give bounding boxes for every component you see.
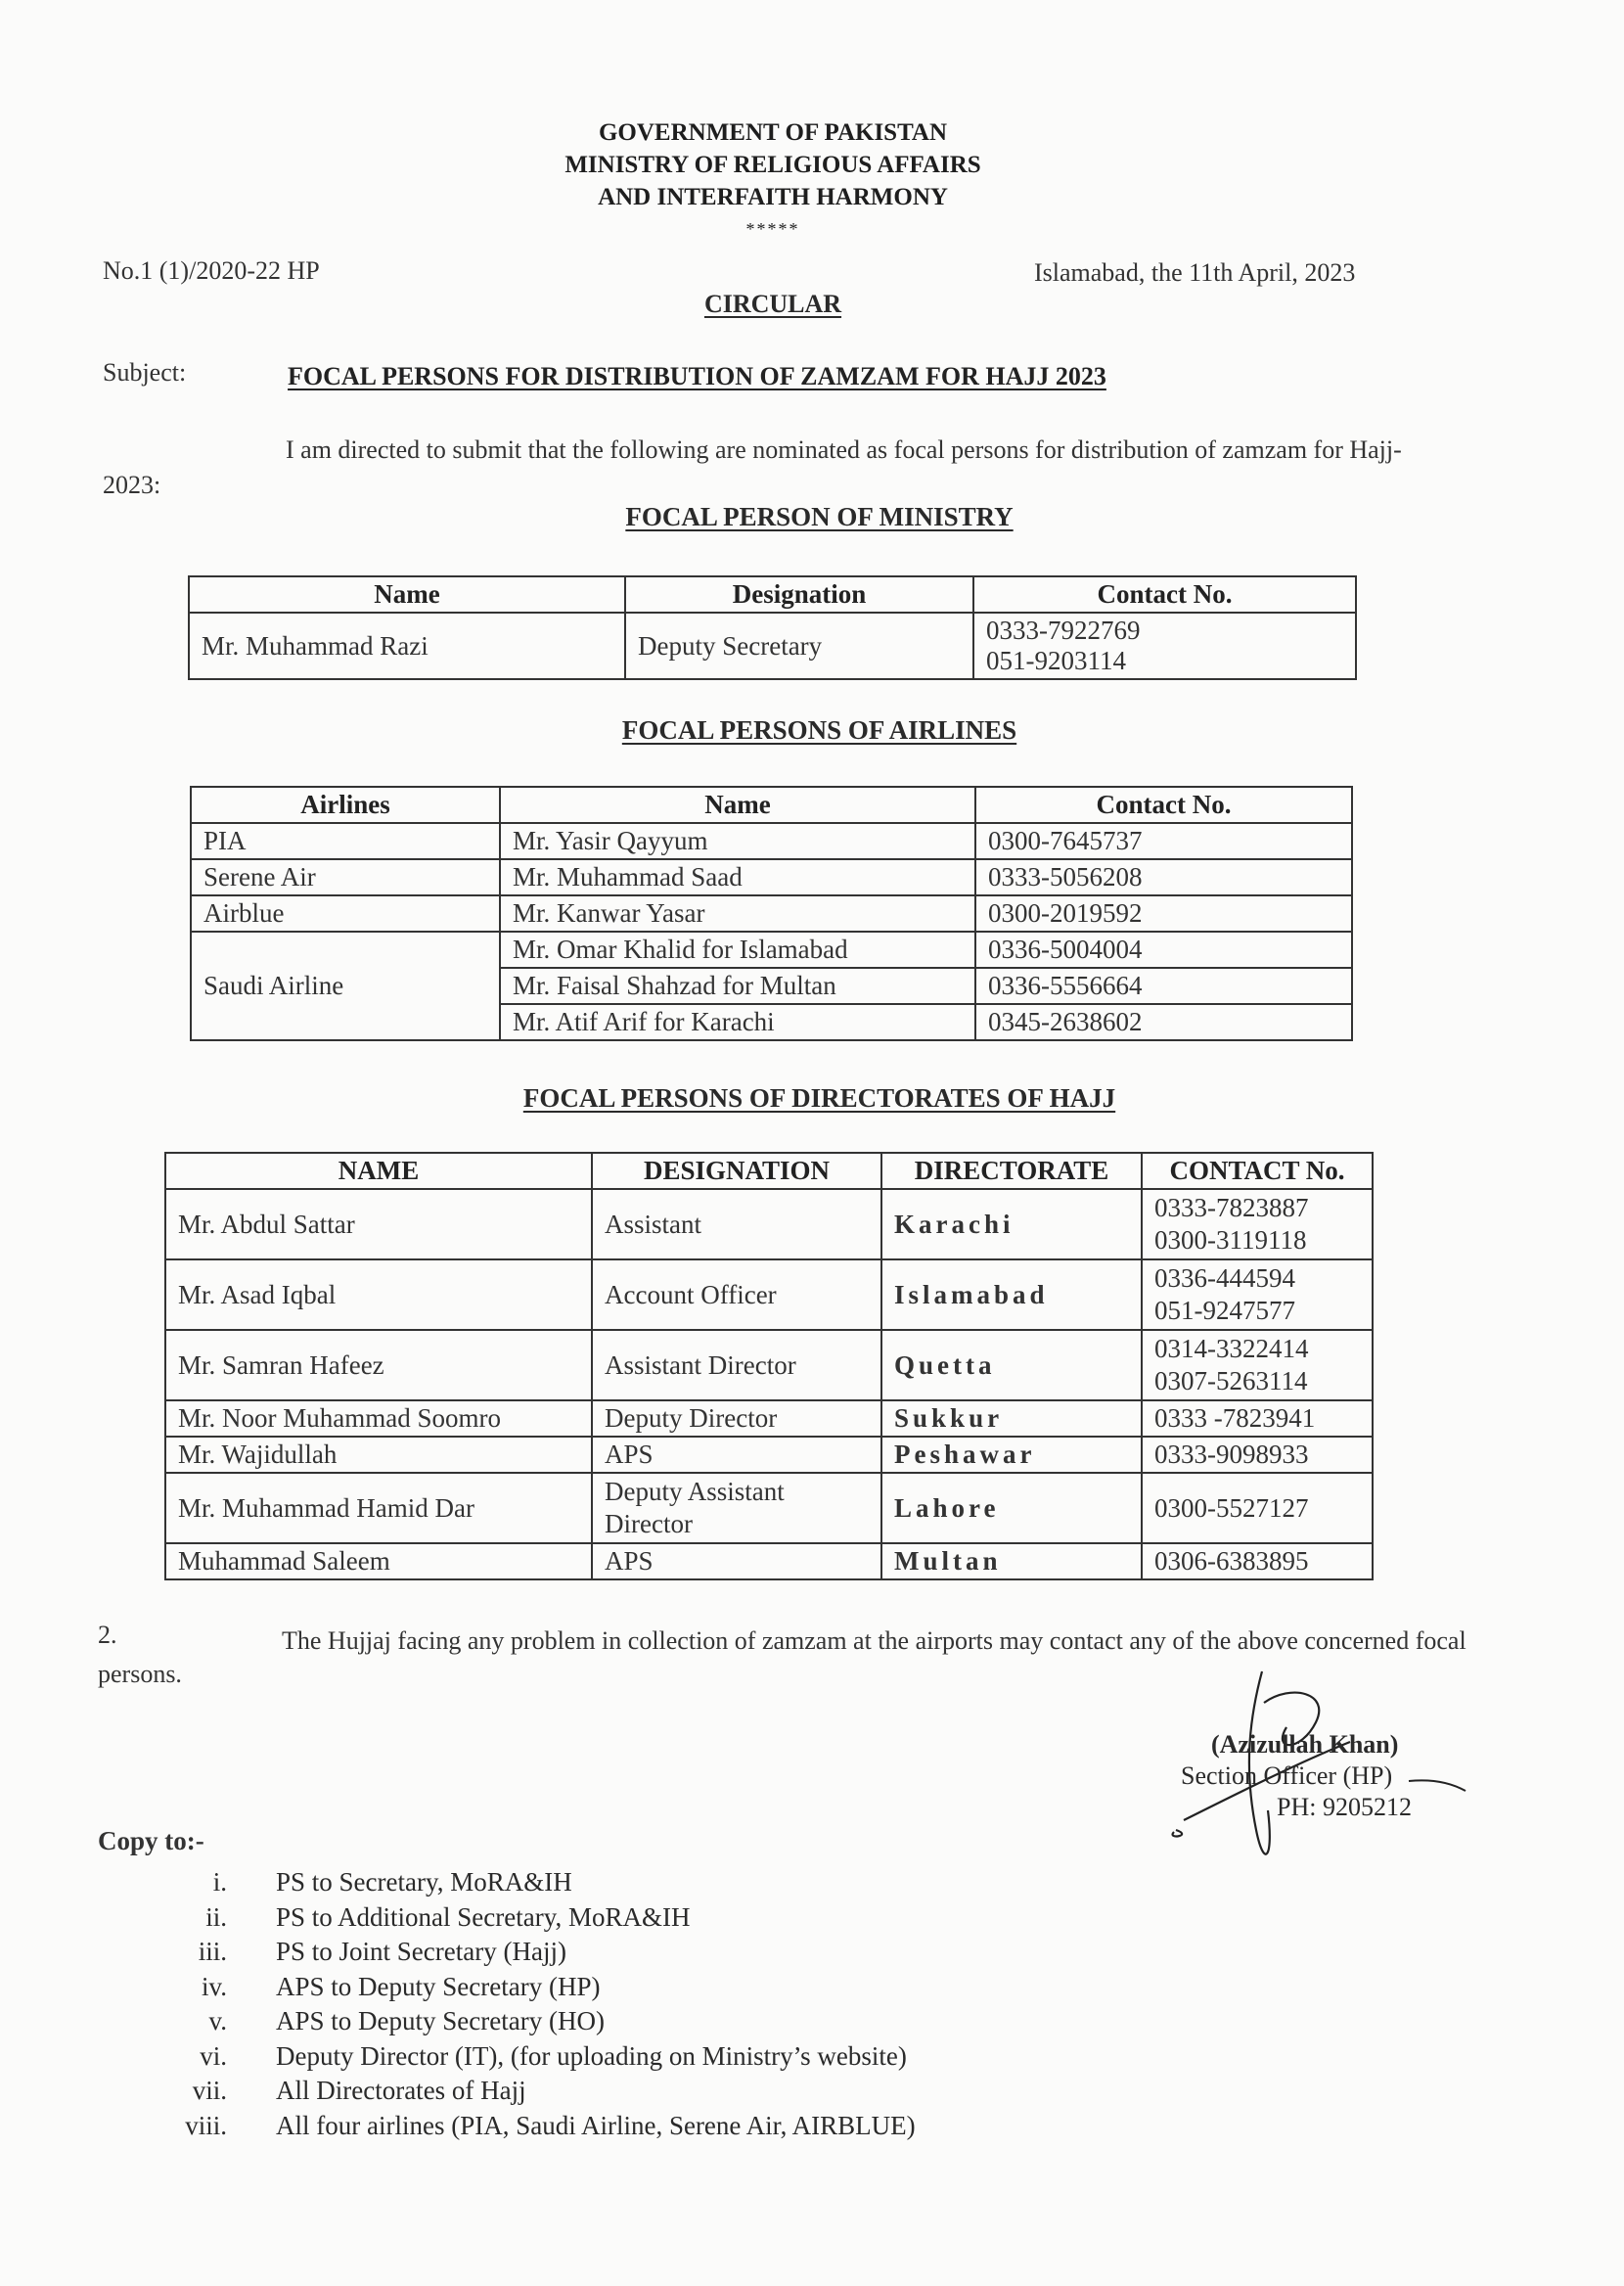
designation-cell: Deputy Director [592,1400,881,1437]
table-row [165,1543,1373,1579]
contact-number: 0333-7823887 [1154,1193,1309,1222]
name-cell: Mr. Samran Hafeez [165,1330,592,1400]
column-header: DESIGNATION [592,1153,881,1189]
contact-cell: 0300-7645737 [975,823,1352,859]
designation-cell: Deputy Assistant Director [592,1473,881,1543]
directorate-cell: Sukkur [881,1400,1142,1437]
contact-number: 051-9203114 [986,646,1126,675]
directorate-cell: Karachi [881,1189,1142,1259]
table-row [165,1437,1373,1473]
designation-cell: APS [592,1437,881,1473]
contact-cell [973,613,1356,679]
circular-title: CIRCULAR [703,290,842,318]
designation-cell: Deputy Secretary [625,613,973,679]
contact-number: 0333-7922769 [986,616,1141,645]
table-row [191,932,1352,968]
list-text: PS to Secretary, MoRA&IH [276,1867,572,1897]
contact-cell: 0333-5056208 [975,859,1352,895]
name-cell: Mr. Noor Muhammad Soomro [165,1400,592,1437]
directorate-cell: Islamabad [881,1259,1142,1330]
airline-cell: Saudi Airline [191,932,500,1040]
paragraph-number: 2. [98,1621,117,1649]
contact-cell: 0345-2638602 [975,1004,1352,1040]
contact-number: 0300-3119118 [1154,1225,1307,1255]
letterhead-government: GOVERNMENT OF PAKISTAN [598,119,948,146]
name-cell: Mr. Muhammad Razi [189,613,625,679]
ministry-heading: FOCAL PERSON OF MINISTRY [625,502,1014,531]
column-header: Airlines [191,787,500,823]
list-number: viii. [185,2110,227,2140]
table-row [191,823,1352,859]
directorate-cell: Lahore [881,1473,1142,1543]
name-cell: Mr. Atif Arif for Karachi [500,1004,975,1040]
list-item [166,2004,916,2039]
list-number: vi. [200,2040,227,2071]
airlines-table [190,786,1353,1041]
directorates-heading: FOCAL PERSONS OF DIRECTORATES OF HAJJ [522,1083,1116,1113]
list-item [166,1900,916,1936]
subject-label: Subject: [103,358,187,387]
list-item [166,1865,916,1900]
list-text: APS to Deputy Secretary (HO) [276,2006,605,2035]
table-row [165,1259,1373,1330]
signatory-phone: PH: 9205212 [1277,1793,1412,1821]
column-header: Designation [625,576,973,613]
name-cell: Mr. Wajidullah [165,1437,592,1473]
paragraph-2-text: The Hujjaj facing any problem in collection of zamzam at the airports may contact any of the above concerned focal persons. [98,1626,1466,1688]
airline-cell: PIA [191,823,500,859]
list-text: APS to Deputy Secretary (HP) [276,1971,601,2001]
letterhead-ministry-cont: AND INTERFAITH HARMONY [598,184,948,210]
name-cell: Mr. Muhammad Saad [500,859,975,895]
column-header: Contact No. [973,576,1356,613]
airlines-heading: FOCAL PERSONS OF AIRLINES [621,715,1017,745]
name-cell: Mr. Kanwar Yasar [500,895,975,932]
list-item [166,2039,916,2075]
name-cell: Mr. Yasir Qayyum [500,823,975,859]
table-row [191,859,1352,895]
directorate-cell: Multan [881,1543,1142,1579]
airline-cell: Airblue [191,895,500,932]
list-text: All Directorates of Hajj [276,2076,526,2105]
table-row [165,1330,1373,1400]
column-header: Name [500,787,975,823]
intro-paragraph: I am directed to submit that the following are nominated as focal persons for distribution of zamzam for Hajj-2023: [103,435,1402,499]
list-item [166,1935,916,1970]
list-text: PS to Additional Secretary, MoRA&IH [276,1901,691,1932]
contact-cell [1142,1259,1373,1330]
table-row [189,613,1356,679]
list-number: ii. [205,1901,227,1932]
name-cell: Mr. Asad Iqbal [165,1259,592,1330]
list-item [166,2074,916,2109]
name-cell: Muhammad Saleem [165,1543,592,1579]
list-text: Deputy Director (IT), (for uploading on Ministry’s website) [276,2040,907,2071]
column-header: CONTACT No. [1142,1153,1373,1189]
list-number: iv. [202,1971,227,2001]
signatory-name: (Azizullah Khan) [1211,1730,1399,1759]
contact-number: 051-9247577 [1154,1296,1295,1325]
letterhead-stars: ***** [745,219,800,239]
designation-cell: APS [592,1543,881,1579]
copy-to-list [166,1865,916,2143]
directorate-cell: Peshawar [881,1437,1142,1473]
list-text: PS to Joint Secretary (Hajj) [276,1937,566,1966]
column-header: Name [189,576,625,613]
place-date: Islamabad, the 11th April, 2023 [1034,258,1356,287]
table-row [191,895,1352,932]
contact-cell [1142,1330,1373,1400]
contact-cell [1142,1189,1373,1259]
directorate-cell: Quetta [881,1330,1142,1400]
contact-cell: 0336-5004004 [975,932,1352,968]
list-item [166,2109,916,2144]
ministry-table [188,575,1357,680]
column-header: Contact No. [975,787,1352,823]
contact-cell: 0333-9098933 [1142,1437,1373,1473]
contact-number: 0307-5263114 [1154,1366,1308,1395]
name-cell: Mr. Abdul Sattar [165,1189,592,1259]
designation-cell: Assistant [592,1189,881,1259]
subject-text: FOCAL PERSONS FOR DISTRIBUTION OF ZAMZAM FOR HAJJ 2023 [288,362,1106,390]
name-cell: Mr. Muhammad Hamid Dar [165,1473,592,1543]
contact-cell: 0336-5556664 [975,968,1352,1004]
list-item [166,1970,916,2005]
designation-cell: Assistant Director [592,1330,881,1400]
column-header: NAME [165,1153,592,1189]
contact-number: 0314-3322414 [1154,1334,1309,1363]
contact-cell: 0300-2019592 [975,895,1352,932]
column-header: DIRECTORATE [881,1153,1142,1189]
table-row [165,1400,1373,1437]
table-row [165,1473,1373,1543]
name-cell: Mr. Omar Khalid for Islamabad [500,932,975,968]
contact-cell: 0333 -7823941 [1142,1400,1373,1437]
list-number: v. [208,2006,227,2035]
list-number: i. [212,1867,227,1897]
signatory-title: Section Officer (HP) [1181,1761,1393,1790]
copy-to-label: Copy to:- [98,1826,204,1855]
contact-cell: 0300-5527127 [1142,1473,1373,1543]
letterhead-ministry: MINISTRY OF RELIGIOUS AFFAIRS [564,152,981,178]
contact-number: 0336-444594 [1154,1263,1295,1293]
designation-cell: Account Officer [592,1259,881,1330]
list-number: vii. [192,2076,227,2105]
table-row [165,1189,1373,1259]
name-cell: Mr. Faisal Shahzad for Multan [500,968,975,1004]
airline-cell: Serene Air [191,859,500,895]
list-number: iii. [198,1937,227,1966]
reference-number: No.1 (1)/2020-22 HP [103,256,320,285]
list-text: All four airlines (PIA, Saudi Airline, Serene Air, AIRBLUE) [276,2110,916,2140]
directorates-table [164,1152,1374,1580]
contact-cell: 0306-6383895 [1142,1543,1373,1579]
